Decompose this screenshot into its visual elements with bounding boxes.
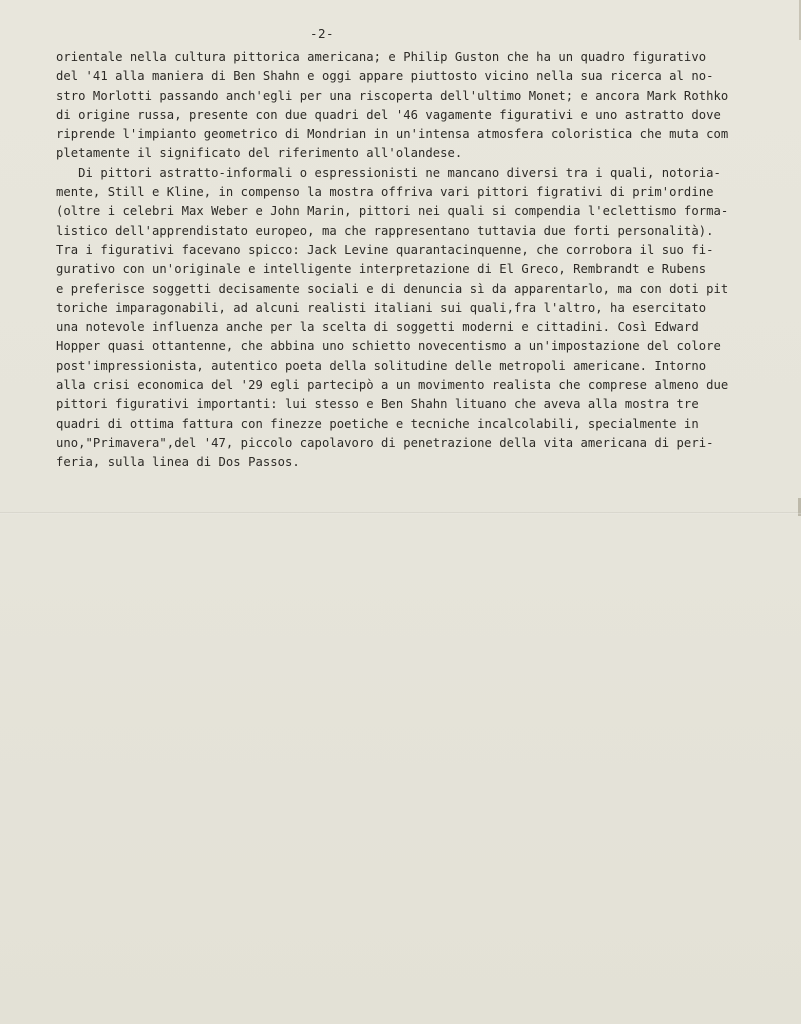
- text-line: riprende l'impianto geometrico di Mondrian in un'intensa atmosfera coloristica che muta com: [56, 127, 729, 142]
- text-line: quadri di ottima fattura con finezze poetiche e tecniche incalcolabili, specialmente in: [56, 416, 699, 431]
- text-line: alla crisi economica del '29 egli partecipò a un movimento realista che comprese almeno due: [56, 378, 729, 393]
- text-line: pletamente il significato del riferimento all'olandese.: [56, 146, 463, 161]
- page-number: -2-: [310, 26, 335, 41]
- text-line: una notevole influenza anche per la scelta di soggetti moderni e cittadini. Così Edward: [56, 320, 699, 335]
- text-line: toriche imparagonabili, ad alcuni realisti italiani sui quali,fra l'altro, ha esercitato: [56, 300, 707, 315]
- text-line: post'impressionista, autentico poeta della solitudine delle metropoli americane. Intorno: [56, 358, 707, 373]
- text-line: Tra i figurativi facevano spicco: Jack Levine quarantacinquenne, che corrobora il suo fi-: [56, 242, 714, 257]
- body-text: [56, 48, 776, 473]
- text-line: mente, Still e Kline, in compenso la mostra offriva vari pittori figrativi di prim'ordine: [56, 185, 714, 200]
- text-line: orientale nella cultura pittorica americana; e Philip Guston che ha un quadro figurativo: [56, 50, 707, 64]
- text-line: uno,"Primavera",del '47, piccolo capolavoro di penetrazione della vita americana di peri-: [56, 435, 714, 450]
- text-line: (oltre i celebri Max Weber e John Marin, pittori nei quali si compendia l'eclettismo forma-: [56, 204, 729, 219]
- paper-fold-line: [0, 512, 801, 514]
- text-line: feria, sulla linea di Dos Passos.: [56, 455, 300, 470]
- text-line: listico dell'apprendistato europeo, ma che rappresentano tuttavia due forti personalità).: [56, 223, 714, 238]
- text-line: del '41 alla maniera di Ben Shahn e oggi appare piuttosto vicino nella sua ricerca al no-: [56, 69, 714, 84]
- text-line: stro Morlotti passando anch'egli per una riscoperta dell'ultimo Monet; e ancora Mark Rothko: [56, 88, 729, 103]
- text-line: gurativo con un'originale e intelligente interpretazione di El Greco, Rembrandt e Rubens: [56, 262, 707, 277]
- text-line: e preferisce soggetti decisamente sociali e di denuncia sì da apparentarlo, ma con doti pit: [56, 281, 729, 296]
- text-line: Di pittori astratto-informali o espressionisti ne mancano diversi tra i quali, notoria-: [56, 165, 721, 180]
- text-line: pittori figurativi importanti: lui stesso e Ben Shahn lituano che aveva alla mostra tre: [56, 397, 699, 412]
- text-line: Hopper quasi ottantenne, che abbina uno schietto novecentismo a un'impostazione del colore: [56, 339, 721, 354]
- text-line: di origine russa, presente con due quadri del '46 vagamente figurativi e uno astratto dove: [56, 107, 721, 122]
